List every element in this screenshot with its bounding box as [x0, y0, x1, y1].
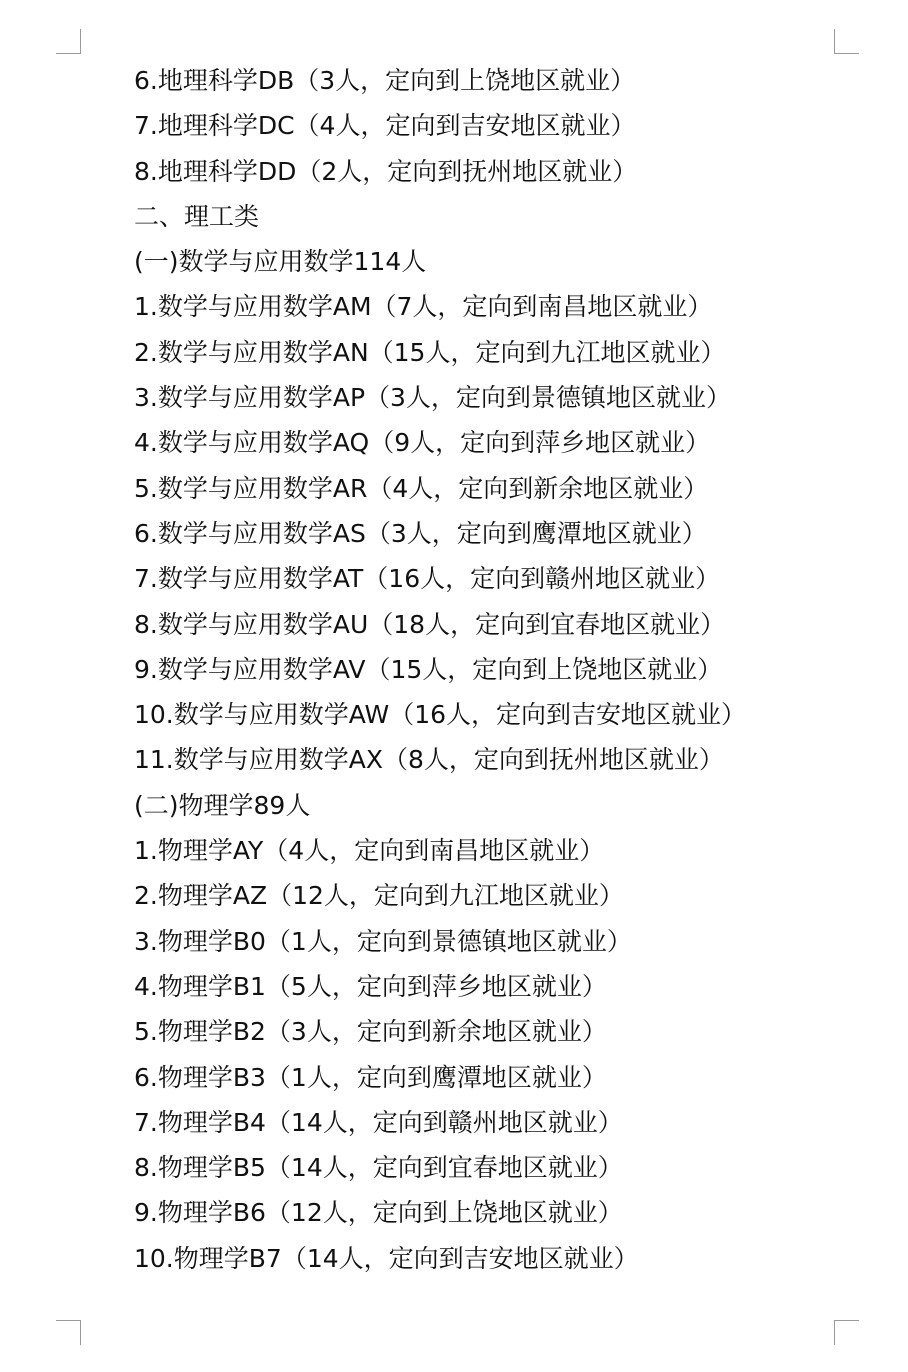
document-body	[134, 58, 834, 1281]
corner-mark-top-left	[56, 29, 81, 54]
list-item: 3.物理学B0（1人，定向到景德镇地区就业）	[134, 926, 632, 956]
corner-mark-bottom-right	[834, 1320, 859, 1345]
list-item: 10.数学与应用数学AW（16人，定向到吉安地区就业）	[134, 700, 747, 730]
list-item: 4.物理学B1（5人，定向到萍乡地区就业）	[134, 971, 607, 1001]
list-item: 8.地理科学DD（2人，定向到抚州地区就业）	[134, 156, 638, 186]
section-heading: 二、理工类	[134, 201, 260, 231]
list-item: 5.物理学B2（3人，定向到新余地区就业）	[134, 1017, 607, 1047]
subsection-heading: (一)数学与应用数学114人	[134, 247, 427, 277]
list-item: 2.数学与应用数学AN（15人，定向到九江地区就业）	[134, 337, 726, 367]
list-item: 7.物理学B4（14人，定向到赣州地区就业）	[134, 1107, 623, 1137]
list-item: 11.数学与应用数学AX（8人，定向到抚州地区就业）	[134, 745, 724, 775]
list-item: 8.数学与应用数学AU（18人，定向到宜春地区就业）	[134, 609, 726, 639]
list-item: 3.数学与应用数学AP（3人，定向到景德镇地区就业）	[134, 383, 731, 413]
list-item: 2.物理学AZ（12人，定向到九江地区就业）	[134, 881, 624, 911]
corner-mark-bottom-left	[56, 1320, 81, 1345]
list-item: 7.地理科学DC（4人，定向到吉安地区就业）	[134, 111, 636, 141]
list-item: 7.数学与应用数学AT（16人，定向到赣州地区就业）	[134, 564, 721, 594]
list-item: 6.物理学B3（1人，定向到鹰潭地区就业）	[134, 1062, 607, 1092]
list-item: 6.地理科学DB（3人，定向到上饶地区就业）	[134, 66, 636, 95]
list-item: 4.数学与应用数学AQ（9人，定向到萍乡地区就业）	[134, 428, 711, 458]
list-item: 8.物理学B5（14人，定向到宜春地区就业）	[134, 1153, 623, 1183]
list-item: 1.物理学AY（4人，定向到南昌地区就业）	[134, 836, 605, 866]
list-item: 9.物理学B6（12人，定向到上饶地区就业）	[134, 1198, 623, 1228]
list-item: 6.数学与应用数学AS（3人，定向到鹰潭地区就业）	[134, 518, 707, 548]
list-item: 5.数学与应用数学AR（4人，定向到新余地区就业）	[134, 473, 709, 503]
corner-mark-top-right	[834, 29, 859, 54]
list-item: 10.物理学B7（14人，定向到吉安地区就业）	[134, 1243, 639, 1273]
list-item: 9.数学与应用数学AV（15人，定向到上饶地区就业）	[134, 654, 723, 684]
list-item: 1.数学与应用数学AM（7人，定向到南昌地区就业）	[134, 292, 713, 322]
subsection-heading: (二)物理学89人	[134, 790, 311, 820]
